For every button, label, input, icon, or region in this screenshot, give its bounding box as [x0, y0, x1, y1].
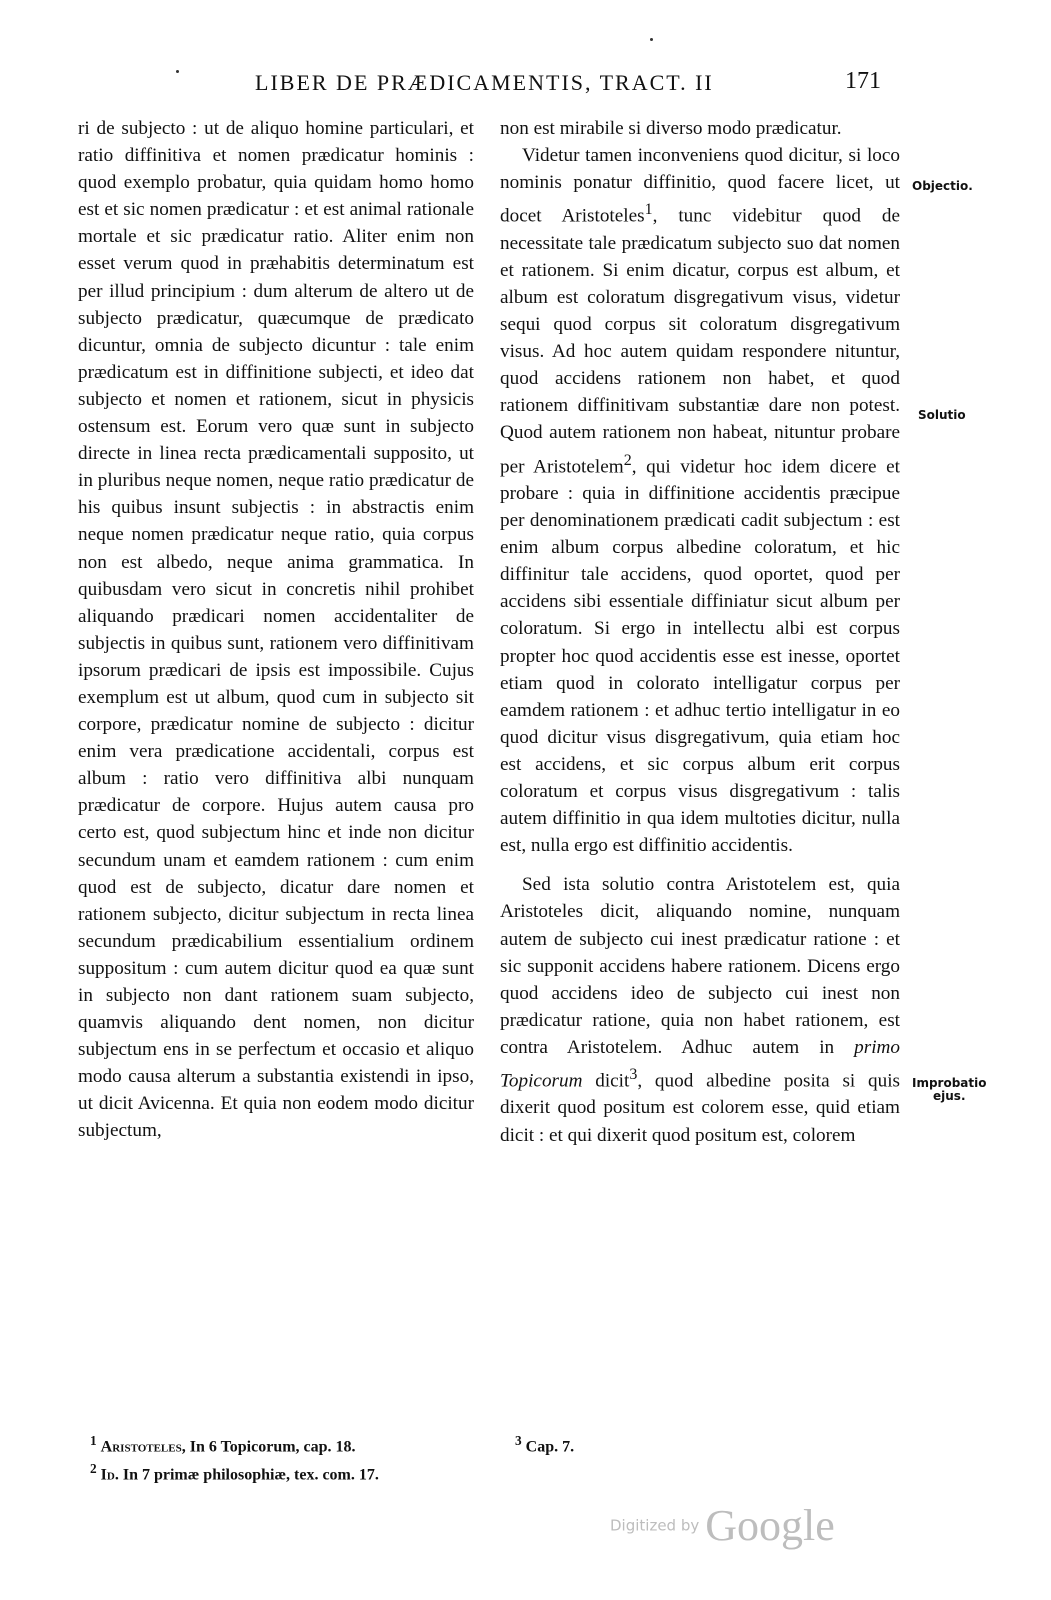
left-column	[78, 115, 474, 1145]
margin-note-solutio: Solutio	[918, 408, 966, 422]
running-header	[0, 62, 1051, 102]
text-run: , tunc videbitur quod de necessitate tale prædicatum subjecto suo dat nomen et rationem. Si enim dicatur, corpus est album, et album est coloratum disgregativum visus, videtur sequi quod corpus sit coloratum disgregativum visus. Ad hoc autem quidam respondere nituntur, quod accidens rationem non habet, et quod rationem diffinitivam substantiæ dare non potest. Quod autem rationem non habeat, nituntur probare per Aristotelem	[500, 205, 901, 477]
text-run: dicit	[582, 1070, 630, 1092]
footnote-text: In 7 primæ philosophiæ, tex. com. 17.	[118, 1466, 379, 1484]
right-paragraph-3	[500, 871, 900, 1148]
print-speck	[650, 38, 653, 41]
left-paragraph: ri de subjecto : ut de aliquo homine particulari, et ratio diffinitiva et nomen prædicatur hominis : quod exemplo probatur, quia quidam homo homo est et sic nomen prædicatur : et est animal rationale mortale et sic prædicatur ratio. Aliter enim non esset verum quod in præhabitis determinatum est per illud principium : dum alterum de altero ut de subjecto prædicatur, quæcumque de prædicato dicuntur, omnia de subjecto dicuntur : tale enim prædicatum est in diffinitione subjecti, et ideo dat subjecto et nomen et rationem, sicut in physicis ostensum est. Eorum vero quæ sunt in subjecto directe in linea recta prædicamentali supposito, ut in pluribus neque nomen, neque ratio prædicatur de his quibus insunt subjectis : in abstractis enim neque nomen prædicatur neque ratio, quia corpus non est albedo, neque anima grammatica. In quibusdam vero sicut in concretis nihil prohibet aliquando prædicari nomen accidentaliter de subjectis in quibus sunt, rationem vero diffinitivam ipsorum prædicari de ipsis est impossibile. Cujus exemplum est ut album, quod cum in subjecto sit corpore, prædicatur nomine de subjecto : dicitur enim vera prædicatione accidentali, corpus est album : ratio vero diffinitiva albi nunquam prædicatur de corpore. Hujus autem causa pro certo est, quod subjectum hinc et inde non dicitur secundum unam et eamdem rationem : cum enim quod est de subjecto, dicatur dare nomen et rationem subjecto, dicitur subjectum in recta linea secundum prædicabilium essentialium ordinem suppositum : cum autem dicitur quod ea quæ sunt in subjecto non dant rationem suam subjecto, quamvis aliquando dent nomen, non dicitur subjectum ens in se perfectum et occasio et aliquo modo causa alterum a substantia existendi in ipso, ut dicit Avicenna. Et quia non eodem modo dicitur subjectum,	[78, 118, 474, 1142]
margin-note-objectio: Objectio.	[912, 179, 973, 193]
footnote-mark: 2	[90, 1461, 97, 1477]
footnote	[90, 1458, 480, 1486]
margin-note-improbatio	[912, 1077, 987, 1103]
footnote-ref: 2	[623, 451, 632, 469]
page-number: 171	[845, 68, 881, 94]
footnotes-right	[515, 1430, 815, 1458]
footnote-author: Id.	[100, 1466, 119, 1484]
right-paragraph-2	[500, 142, 900, 859]
right-paragraph-1: non est mirabile si diverso modo prædicatur.	[500, 118, 842, 139]
footnote-text: Cap. 7.	[525, 1438, 575, 1456]
footnote-author: Aristoteles	[100, 1438, 182, 1456]
running-title: LIBER DE PRÆDICAMENTIS, TRACT. II	[255, 70, 714, 95]
text-run: , qui videtur hoc idem dicere et probare : quia in diffinitione accidentis præcipue per denominationem prædicati cadit subjectum : est enim album corpus albedine coloratum, et hic diffinitur tale accidens, quod oportet, quod per accidens sibi essentiale diffiniatur sicut album per coloratum. Si ergo in intellectu albi est corpus propter hoc quod accidentis esse est inesse, oportet etiam quod in colorato intelligatur corpus per eamdem rationem : et adhuc tertio intelligatur in eo quod dicitur visus disgregativum, quia etiam hoc est accidens, et sic corpus album erit corpus coloratum et corpus visus disgregativum : talis autem diffinitio in qua idem multoties dicitur, nulla est, nulla ergo est diffinitio accidentis.	[500, 455, 901, 857]
footnote-ref: 3	[629, 1065, 638, 1083]
digitized-by-watermark	[610, 1500, 835, 1551]
text-run: Sed ista solutio contra Aristotelem est, quia Aristoteles dicit, aliquando nomine, nunquam autem de subjecto cui inest prædicatur ratione : et sic supponit accidens habere rationem. Dicens ergo quod accidens ideo de subjecto cui inest non prædicatur ratione, quia non habet rationem, est contra Aristotelem. Adhuc autem in	[500, 874, 900, 1058]
footnote-mark: 1	[90, 1433, 97, 1448]
footnote-mark: 3	[515, 1433, 522, 1448]
right-column	[500, 115, 900, 1149]
footnote	[90, 1430, 480, 1458]
footnote	[515, 1430, 815, 1458]
text-run: Videtur tamen inconveniens quod dicitur, si loco nominis ponatur diffinitio, quod facere licet, ut docet Aristoteles	[500, 145, 900, 227]
digitized-by-label: Digitized by	[610, 1516, 700, 1535]
footnotes-left	[90, 1430, 480, 1487]
footnote-ref: 1	[644, 201, 653, 219]
google-logo: Google	[705, 1501, 835, 1550]
margin-note-line: ejus.	[933, 1089, 966, 1103]
text-run: , quod albedine posita si quis dixerit quod positum est colorem esse, quid etiam dicit : et qui dixerit quod positum est, colorem	[500, 1070, 901, 1146]
footnote-text: , In 6 Topicorum, cap. 18.	[181, 1438, 356, 1456]
italic-title: primo Topicorum	[500, 1036, 900, 1092]
margin-note-line: Improbatio	[912, 1076, 987, 1090]
